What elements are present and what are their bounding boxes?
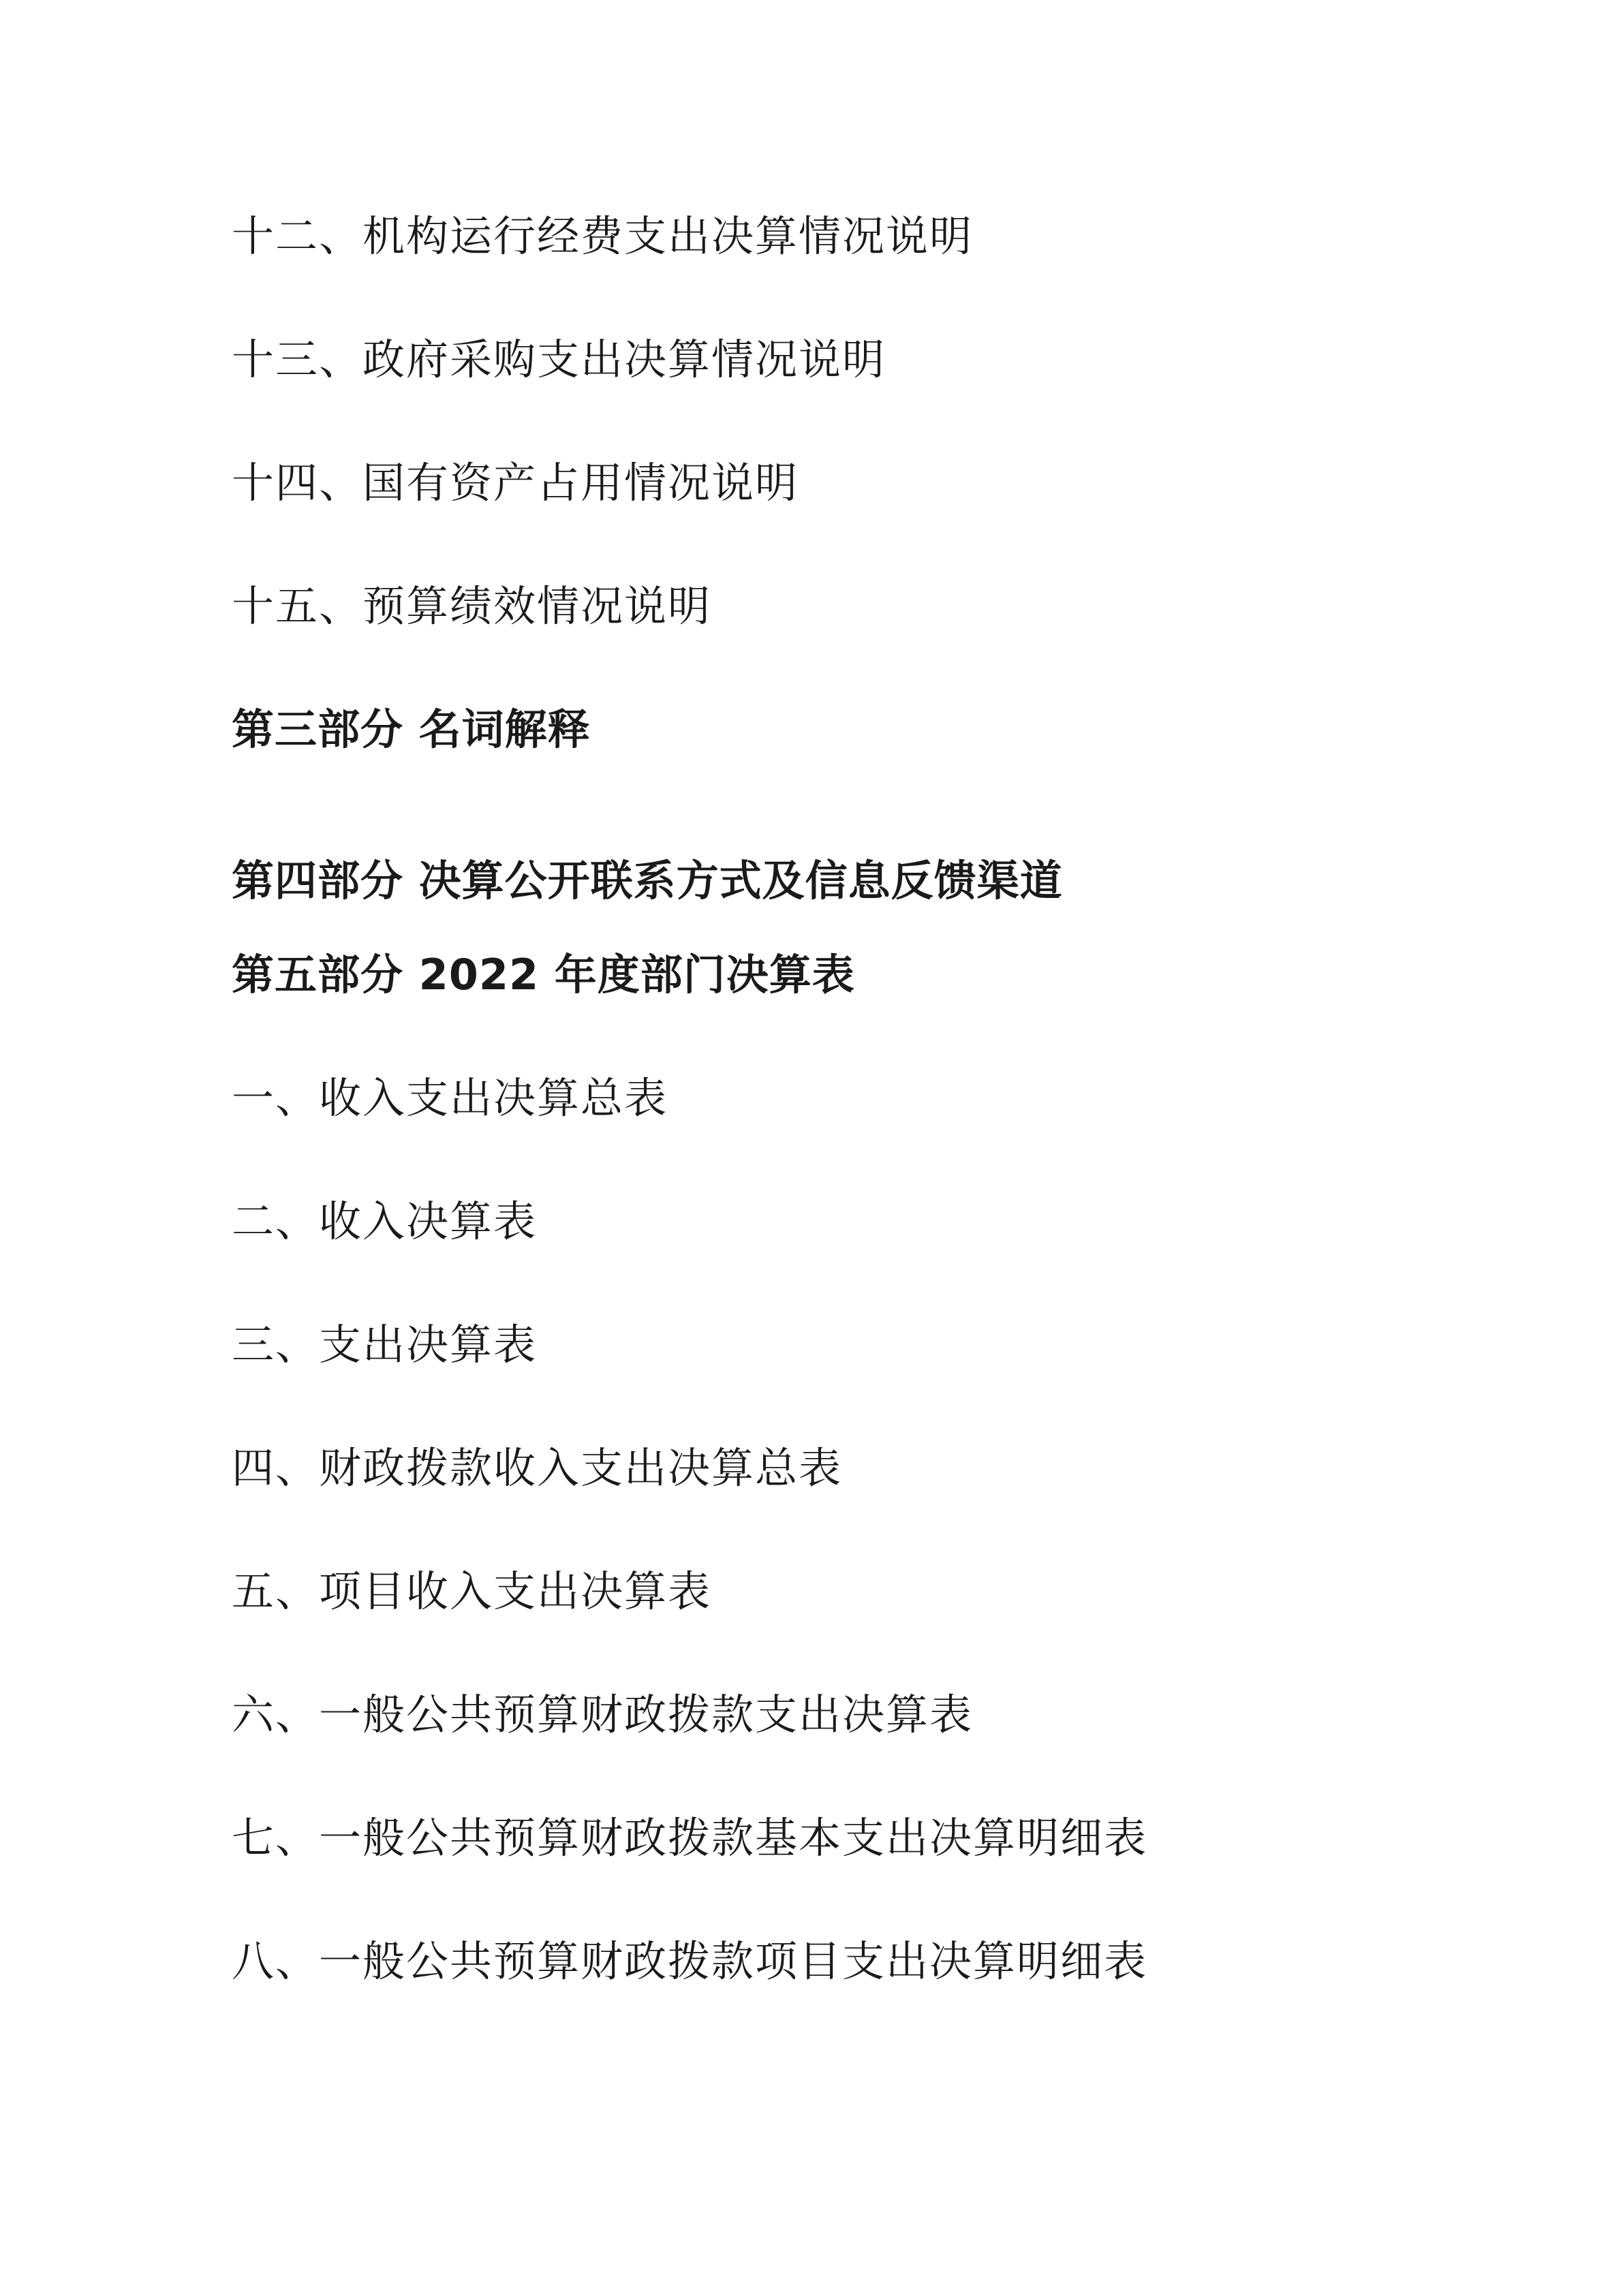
toc-table-5: 五、项目收入支出决算表 [232, 1566, 712, 1616]
toc-part-4-heading: 第四部分 决算公开联系方式及信息反馈渠道 [232, 856, 1063, 905]
toc-item-13: 十三、政府采购支出决算情况说明 [232, 335, 886, 384]
toc-table-2: 二、收入决算表 [232, 1196, 538, 1246]
toc-part-3-heading: 第三部分 名词解释 [232, 704, 591, 754]
toc-table-8: 八、一般公共预算财政拨款项目支出决算明细表 [232, 1936, 1148, 1986]
toc-table-6: 六、一般公共预算财政拨款支出决算表 [232, 1690, 974, 1739]
toc-item-14: 十四、国有资产占用情况说明 [232, 458, 799, 508]
toc-table-7: 七、一般公共预算财政拨款基本支出决算明细表 [232, 1813, 1148, 1863]
toc-table-3: 三、支出决算表 [232, 1320, 538, 1369]
toc-item-12: 十二、机构运行经费支出决算情况说明 [232, 211, 974, 261]
toc-part-5-heading: 第五部分 2022 年度部门决算表 [232, 950, 855, 999]
toc-item-15: 十五、预算绩效情况说明 [232, 581, 712, 631]
toc-table-1: 一、收入支出决算总表 [232, 1073, 668, 1123]
toc-table-4: 四、财政拨款收入支出决算总表 [232, 1443, 843, 1493]
